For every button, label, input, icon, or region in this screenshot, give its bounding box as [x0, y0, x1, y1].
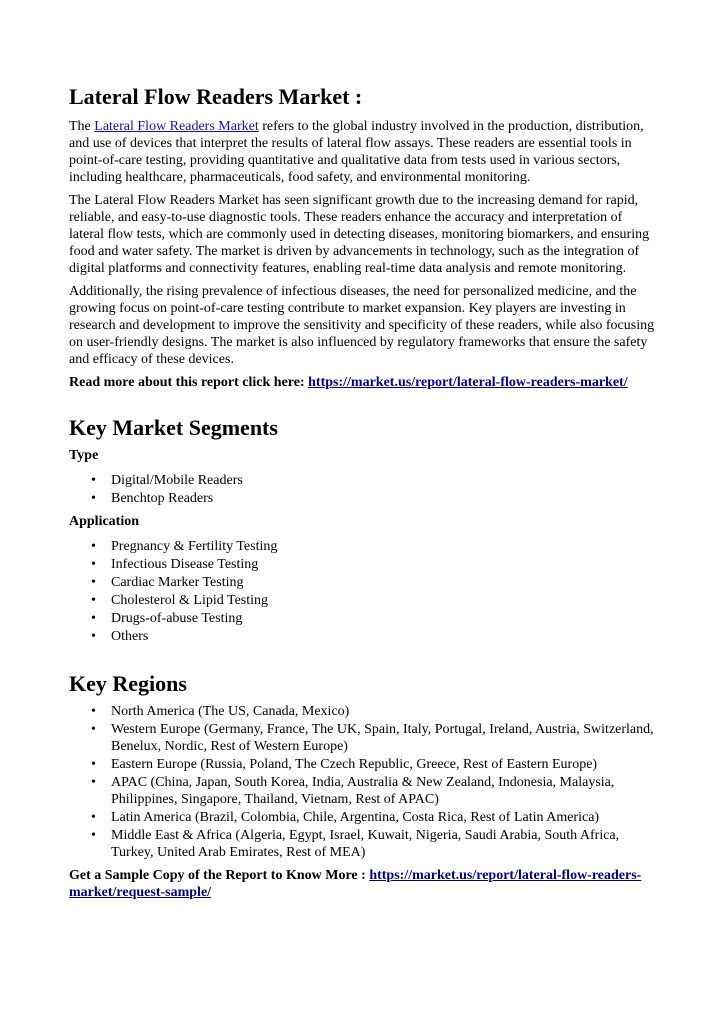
bullet-icon: • — [91, 575, 96, 590]
list-item: • Eastern Europe (Russia, Poland, The Czech Republic, Greece, Rest of Eastern Europe) — [91, 757, 598, 772]
sample-label: Get a Sample Copy of the Report to Know More : — [69, 868, 370, 883]
list-item: • Benchtop Readers — [91, 491, 214, 506]
intro-suffix: refers to the global industry involved in the production, distribution, and use of devices that interpret the results of lateral flow assays. These readers are essential tools in point-of-care testing, providing quantitative and qualitative data from tests used in various sectors, including healthcare, pharmaceuticals, food safety, and environmental monitoring. — [69, 119, 644, 185]
growth-paragraph: The Lateral Flow Readers Market has seen significant growth due to the increasing demand for rapid, reliable, and easy-to-use diagnostic tools. These readers enhance the accuracy and interpretation of lateral flow tests, which are commonly used in detecting diseases, monitoring biomarkers, and ensuring food and water safety. The market is driven by advancements in technology, such as the integration of digital platforms and connectivity features, enabling real-time data analysis and remote monitoring. — [69, 193, 650, 276]
bullet-icon: • — [91, 473, 96, 488]
bullet-icon: • — [91, 593, 96, 608]
list-item: • Digital/Mobile Readers — [91, 473, 243, 488]
list-item: • Pregnancy & Fertility Testing — [91, 539, 278, 554]
list-item: • Infectious Disease Testing — [91, 557, 259, 572]
bullet-icon: • — [91, 704, 96, 719]
list-item: • Others — [91, 629, 149, 644]
list-item: • Drugs-of-abuse Testing — [91, 611, 243, 626]
read-more-label: Read more about this report click here: — [69, 375, 309, 390]
report-link[interactable]: https://market.us/report/lateral-flow-readers-market/ — [308, 375, 628, 390]
regions-list — [69, 703, 659, 861]
drivers-paragraph: Additionally, the rising prevalence of infectious diseases, the need for personalized medicine, and the growing focus on point-of-care testing contribute to market expansion. Key players are investing in research and development to improve the sensitivity and specificity of these readers, while also focusing on user-friendly designs. The market is also influenced by regulatory frameworks that ensure the safety and efficacy of these devices. — [69, 284, 655, 367]
list-item: • APAC (China, Japan, South Korea, India, Australia & New Zealand, Indonesia, Malaysia, Philippines, Singapore, Thailand, Vietnam, Rest of APAC) — [91, 775, 615, 807]
sample-link[interactable]: https://market.us/report/lateral-flow-readers-market/request-sample/ — [69, 868, 642, 900]
application-label: Application — [69, 514, 140, 529]
regions-heading: Key Regions — [69, 671, 187, 696]
application-list — [69, 538, 659, 645]
bullet-icon: • — [91, 611, 96, 626]
bullet-icon: • — [91, 557, 96, 572]
type-list — [69, 472, 659, 507]
bullet-icon: • — [91, 722, 96, 737]
bullet-icon: • — [91, 828, 96, 843]
sample-line — [69, 867, 659, 901]
intro-prefix: The — [69, 119, 95, 134]
market-link[interactable]: Lateral Flow Readers Market — [94, 119, 259, 134]
list-item: • Western Europe (Germany, France, The UK, Spain, Italy, Portugal, Ireland, Austria, Switzerland, Benelux, Nordic, Rest of Western Europe) — [91, 722, 654, 754]
bullet-icon: • — [91, 539, 96, 554]
bullet-icon: • — [91, 757, 96, 772]
document-page — [69, 84, 659, 907]
type-label: Type — [69, 448, 99, 463]
list-item: • Cardiac Marker Testing — [91, 575, 244, 590]
list-item: • Latin America (Brazil, Colombia, Chile, Argentina, Costa Rica, Rest of Latin America) — [91, 810, 600, 825]
page-title: Lateral Flow Readers Market : — [69, 84, 363, 109]
bullet-icon: • — [91, 491, 96, 506]
intro-paragraph — [69, 118, 659, 186]
read-more-line — [69, 374, 659, 391]
list-item: • Middle East & Africa (Algeria, Egypt, Israel, Kuwait, Nigeria, Saudi Arabia, South Africa, Turkey, United Arab Emirates, Rest of MEA) — [91, 828, 620, 860]
list-item: • Cholesterol & Lipid Testing — [91, 593, 269, 608]
list-item: • North America (The US, Canada, Mexico) — [91, 704, 350, 719]
bullet-icon: • — [91, 629, 96, 644]
bullet-icon: • — [91, 775, 96, 790]
bullet-icon: • — [91, 810, 96, 825]
segments-heading: Key Market Segments — [69, 415, 278, 440]
